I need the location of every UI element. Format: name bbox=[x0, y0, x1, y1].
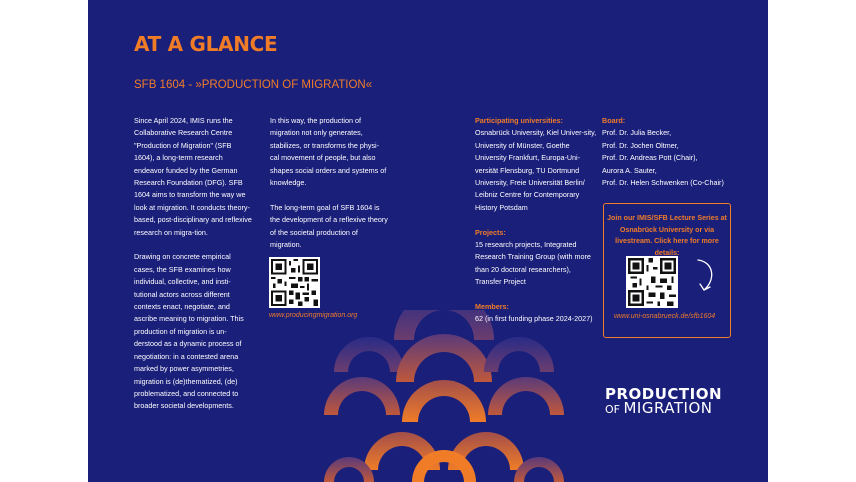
board-label: Board: bbox=[602, 116, 626, 125]
shaping-paragraph: In this way, the production of migration not only generates, stabilizes, or transforms the physi-cal movement of people, but also shapes social orders and systems of knowledge. bbox=[270, 116, 387, 188]
goal-paragraph: The long-term goal of SFB 1604 is the development of a reflexive theory of the societal production of migration. bbox=[270, 202, 388, 250]
column-goals bbox=[270, 115, 388, 251]
production-of-migration-logo bbox=[605, 386, 722, 416]
universities-block bbox=[475, 115, 599, 214]
members-text: 62 (in first funding phase 2024-2027) bbox=[475, 314, 593, 324]
projects-text: 15 research projects, Integrated Research Training Group (with more than 20 doctoral researchers), Transfer Project bbox=[475, 240, 591, 287]
members-block bbox=[475, 301, 599, 326]
intro-paragraph: Since April 2024, IMIS runs the Collaborative Research Centre "Production of Migration" (SFB 1604), a long-term research endeavor funded by the German Research Foundation (DFG). SFB 1604 aims to transform the way we look at migration. It conducts theory-based, post-disciplinary and reflexive research on migra-tion. bbox=[134, 116, 252, 237]
board-member: Prof. Dr. Julia Becker, bbox=[602, 128, 672, 138]
website-link[interactable]: www.producingmigration.org bbox=[269, 312, 358, 319]
decorative-arc-pattern bbox=[324, 310, 564, 482]
lecture-series-box[interactable] bbox=[603, 203, 731, 338]
logo-of: OF bbox=[605, 403, 624, 416]
logo-migration: MIGRATION bbox=[623, 399, 713, 417]
universities-label: Participating universities: bbox=[475, 116, 563, 125]
website-qr-code[interactable] bbox=[269, 257, 320, 308]
board-member: Prof. Dr. Andreas Pott (Chair), bbox=[602, 153, 698, 163]
curved-arrow-icon bbox=[692, 258, 718, 294]
logo-line1: PRODUCTION bbox=[605, 385, 723, 403]
board-member: Aurora A. Sauter, bbox=[602, 165, 657, 175]
members-label: Members: bbox=[475, 302, 509, 312]
column-board bbox=[602, 115, 742, 189]
cases-paragraph: Drawing on concrete empirical cases, the SFB examines how individual, collective, and insti-tutional actors across different contexts enact, negotiate, and ascribe meaning to migration. This production of migration is un-derstood as a dynamic process of negotiation: in a contested arena marked by power asymmetries, migration is (de)thematized, (de) problematized, and connected to broader societal developments. bbox=[134, 252, 244, 411]
poster bbox=[88, 0, 768, 482]
board-member: Prof. Dr. Jochen Oltmer, bbox=[602, 140, 679, 150]
page-subtitle: SFB 1604 - »PRODUCTION OF MIGRATION« bbox=[134, 79, 373, 91]
column-intro bbox=[134, 115, 252, 413]
lecture-series-text: Join our IMIS/SFB Lecture Series at Osnabrück University or via livestream. Click here for more details: bbox=[607, 214, 727, 257]
page-title: AT A GLANCE bbox=[134, 32, 278, 56]
universities-text: Osnabrück University, Kiel Univer-sity, University of Münster, Goethe University Frankfurt, Europa-Uni-versität Flensburg, TU Dortmund University, Freie Universität Berlin/ Leibniz Centre for Contemporary History Potsdam bbox=[475, 128, 597, 212]
lecture-qr-code[interactable] bbox=[626, 256, 678, 308]
logo-line2 bbox=[605, 399, 722, 417]
board-member: Prof. Dr. Helen Schwenken (Co-Chair) bbox=[602, 178, 724, 188]
projects-label: Projects: bbox=[475, 227, 506, 237]
projects-block bbox=[475, 227, 599, 289]
column-facts bbox=[475, 115, 599, 326]
lecture-series-link[interactable]: www.uni-osnabrueck.de/sfb1604 bbox=[614, 313, 716, 320]
